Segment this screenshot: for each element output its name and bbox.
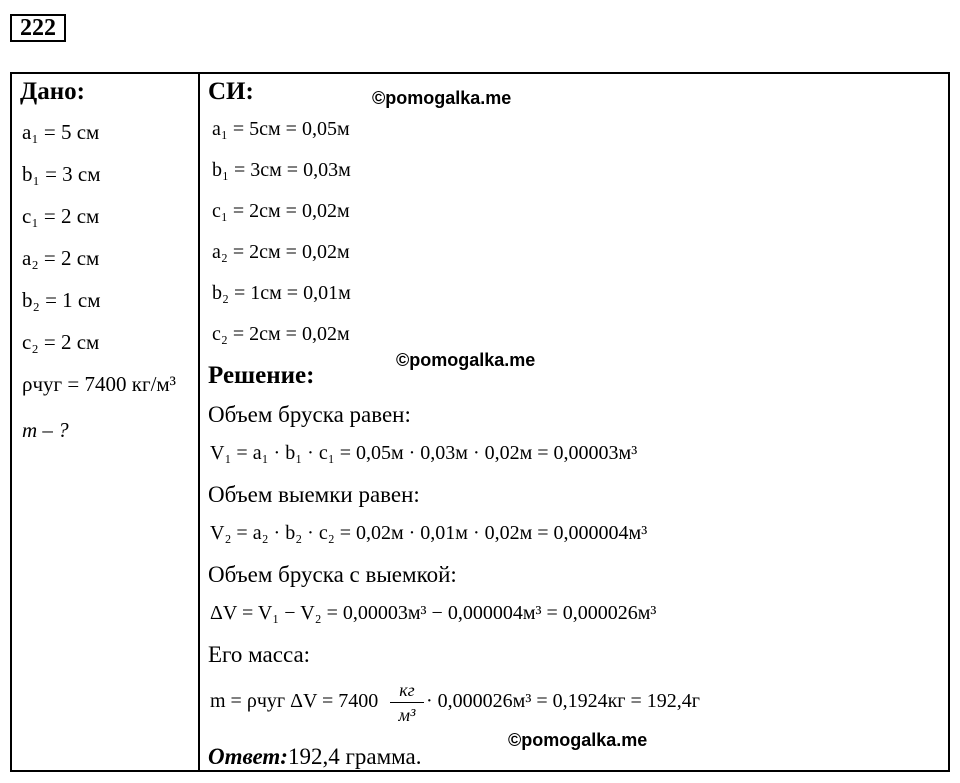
formula-mass-left: m = ρчуг ΔV = 7400 (210, 690, 379, 712)
watermark: ©pomogalka.me (372, 88, 512, 108)
answer-line (208, 744, 422, 770)
solution-heading: Решение: (208, 362, 315, 389)
given-item: a₂ = 2 см (22, 246, 100, 270)
fraction-denominator: м³ (398, 705, 416, 725)
unknown-item: m – ? (22, 418, 69, 442)
watermark: ©pomogalka.me (396, 350, 536, 370)
si-item: c₂ = 2см = 0,02м (212, 323, 350, 345)
watermark: ©pomogalka.me (508, 730, 648, 750)
given-item: ρчуг = 7400 кг/м³ (22, 372, 176, 396)
solution-text: Объем бруска равен: (208, 402, 411, 427)
si-item: b₁ = 3см = 0,03м (212, 159, 351, 181)
given-heading: Дано: (20, 78, 85, 105)
solution-text: Объем выемки равен: (208, 482, 420, 507)
given-item: b₁ = 3 см (22, 162, 101, 186)
si-item: a₁ = 5см = 0,05м (212, 118, 350, 140)
given-item: a₁ = 5 см (22, 120, 100, 144)
formula-volume-difference: ΔV = V₁ − V₂ = 0,00003м³ − 0,000004м³ = 0,000026м³ (210, 602, 657, 624)
answer-label: Ответ: (208, 744, 288, 769)
given-item: c₂ = 2 см (22, 330, 100, 354)
formula-volume-cutout: V₂ = a₂ · b₂ · c₂ = 0,02м · 0,01м · 0,02м = 0,000004м³ (210, 522, 648, 544)
si-item: b₂ = 1см = 0,01м (212, 282, 351, 304)
given-item: c₁ = 2 см (22, 204, 100, 228)
solution-sheet (10, 72, 950, 772)
formula-mass-right: · 0,000026м³ = 0,1924кг = 192,4г (426, 690, 700, 712)
column-divider (198, 74, 200, 770)
fraction-bar (390, 702, 424, 703)
formula-volume-block: V₁ = a₁ · b₁ · c₁ = 0,05м · 0,03м · 0,02м = 0,00003м³ (210, 442, 638, 464)
problem-number: 222 (10, 14, 66, 42)
density-unit-fraction (390, 680, 424, 725)
si-item: a₂ = 2см = 0,02м (212, 241, 350, 263)
si-heading: СИ: (208, 78, 254, 105)
fraction-numerator: кг (399, 680, 415, 700)
solution-text: Объем бруска с выемкой: (208, 562, 457, 587)
si-item: c₁ = 2см = 0,02м (212, 200, 350, 222)
solution-text: Его масса: (208, 642, 311, 667)
answer-value: 192,4 грамма. (287, 744, 422, 769)
given-item: b₂ = 1 см (22, 288, 101, 312)
